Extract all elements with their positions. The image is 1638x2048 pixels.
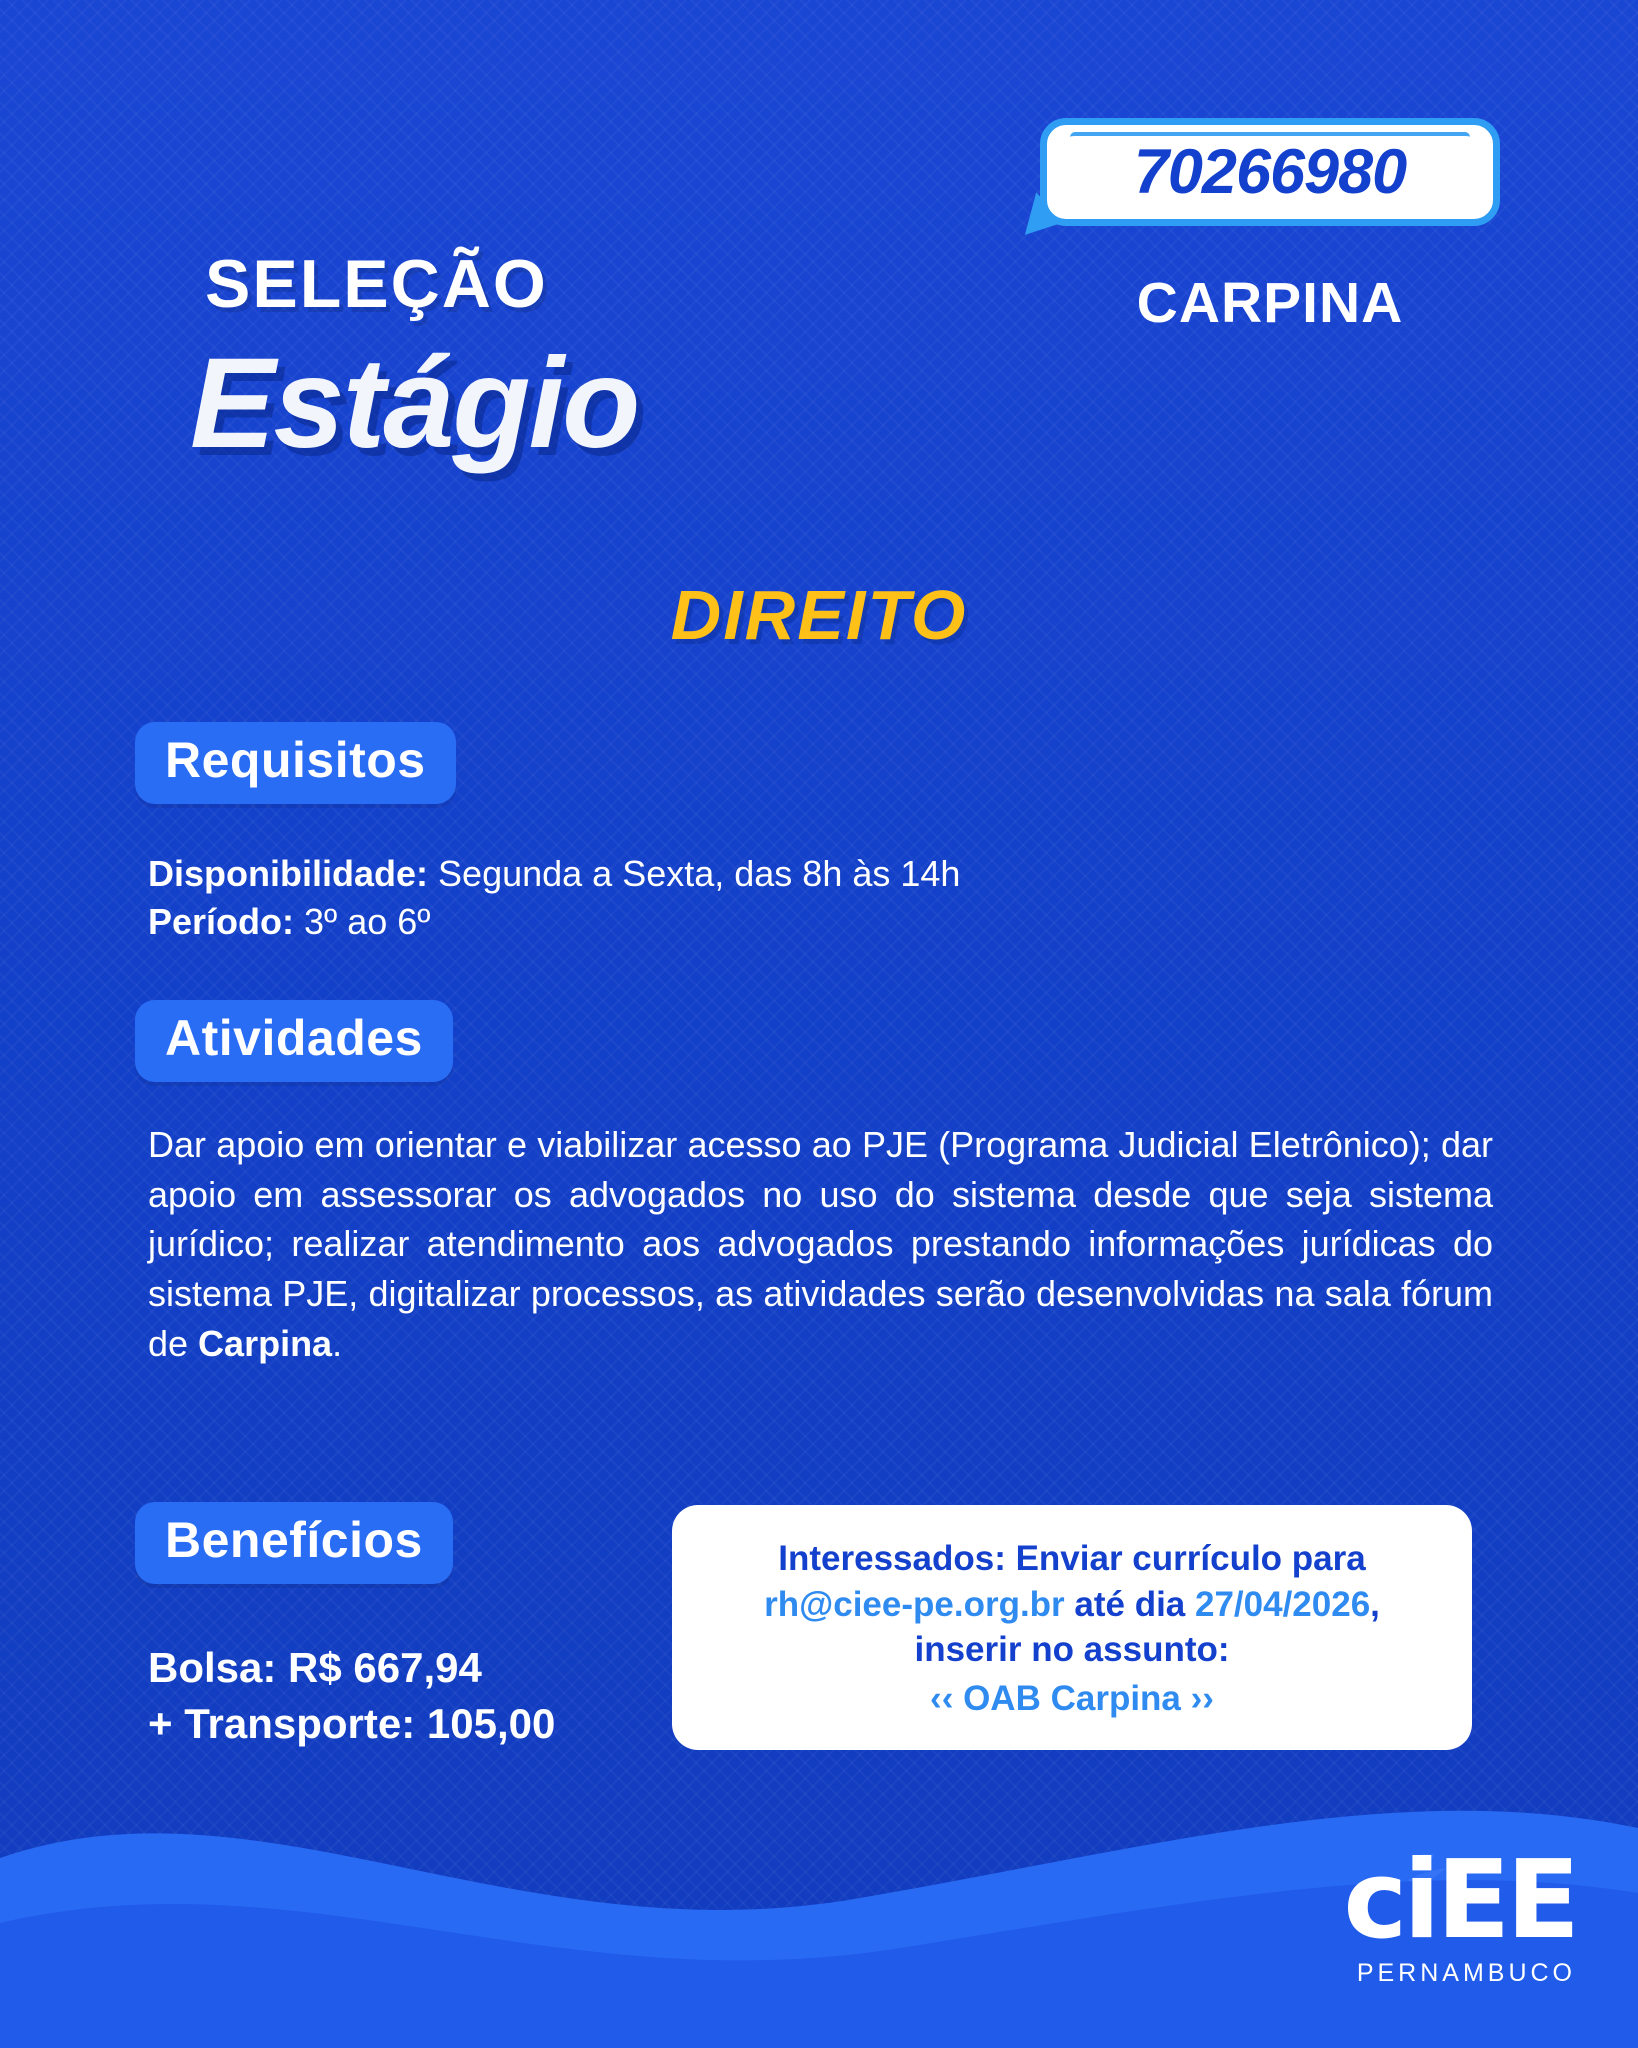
- requisito-value-availability: Segunda a Sexta, das 8h às 14h: [438, 853, 961, 894]
- requisito-value-period: 3º ao 6º: [304, 900, 431, 942]
- contact-email[interactable]: rh@ciee-pe.org.br: [764, 1584, 1065, 1624]
- list-item: Bolsa: R$ 667,94: [148, 1644, 482, 1691]
- requisito-label-availability: Disponibilidade:: [148, 853, 429, 894]
- atividades-text-after: .: [332, 1322, 343, 1364]
- atividades-text: [148, 1120, 1493, 1368]
- atividades-text-before: Dar apoio em orientar e viabilizar acesso ao PJE (Programa Judicial Eletrônico); dar apoio em assessorar os advogados no uso do sistema desde que seja sistema jurídico; realizar atendimento aos advogados prestando informações jurídicas do sistema PJE, digitalizar processos, as atividades serão desenvolvidas na sala fórum de: [148, 1124, 1493, 1364]
- headline-area: DIREITO: [670, 576, 968, 654]
- section-label-requisitos: Requisitos: [135, 722, 456, 804]
- logo-wordmark: ciEE: [1343, 1838, 1576, 1963]
- list-item: [148, 898, 960, 946]
- ciee-logo: [1343, 1838, 1576, 1988]
- list-item: [148, 850, 960, 898]
- list-item: + Transporte: 105,00: [148, 1699, 556, 1747]
- atividades-text-highlight: Carpina: [198, 1322, 333, 1364]
- headline-internship: Estágio: [190, 332, 639, 475]
- section-label-beneficios: Benefícios: [135, 1502, 453, 1584]
- contact-deadline-prefix: até dia: [1064, 1584, 1195, 1624]
- contact-instruction: Interessados: Enviar currículo para: [778, 1539, 1366, 1579]
- requisitos-list: [148, 850, 960, 945]
- contact-deadline-date: 27/04/2026: [1195, 1584, 1371, 1624]
- vacancy-code: 70266980: [1133, 137, 1407, 207]
- contact-subject-value: ‹‹ OAB Carpina ››: [930, 1678, 1214, 1718]
- city-name: CARPINA: [1136, 271, 1404, 335]
- section-label-atividades: Atividades: [135, 1000, 453, 1082]
- contact-subject-instruction: inserir no assunto:: [914, 1630, 1230, 1670]
- bubble-decoration-line: [1070, 132, 1470, 142]
- contact-deadline-suffix: ,: [1370, 1584, 1380, 1624]
- contact-email-line: [764, 1582, 1380, 1628]
- logo-subtitle: PERNAMBUCO: [1356, 1959, 1576, 1987]
- headline-selection: SELEÇÃO: [205, 246, 548, 322]
- requisito-label-period: Período:: [148, 900, 295, 942]
